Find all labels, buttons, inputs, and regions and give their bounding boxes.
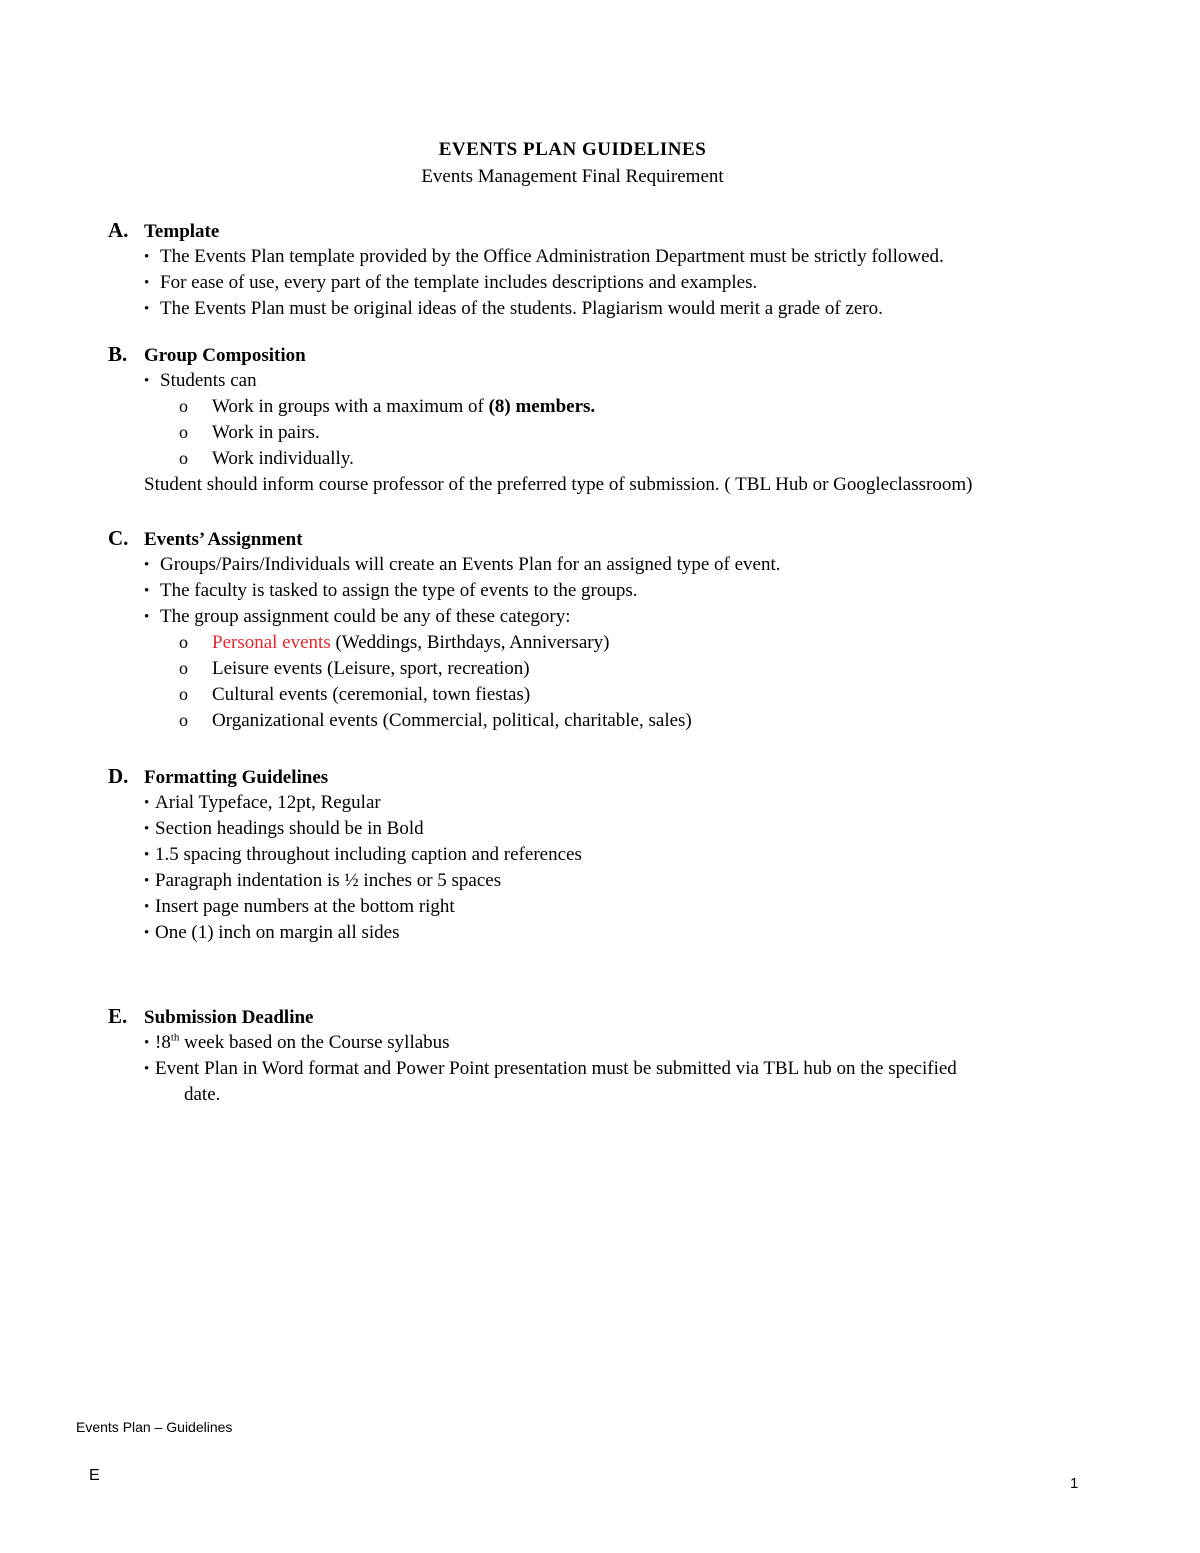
section-heading xyxy=(108,342,1140,368)
bullet-icon: • xyxy=(144,847,150,863)
list-item-continuation: date. xyxy=(184,1084,221,1105)
sub-bullet-icon: o xyxy=(179,684,188,704)
bullet-icon: • xyxy=(144,1061,150,1077)
sub-bullet-icon: o xyxy=(179,396,188,416)
sub-list-item: o Leisure events (Leisure, sport, recreation) xyxy=(108,656,1140,682)
section-events-assignment xyxy=(108,526,1140,734)
list-item: • Section headings should be in Bold xyxy=(108,816,1140,842)
section-title: Template xyxy=(144,221,220,242)
sub-bullet-icon: o xyxy=(179,658,188,678)
sub-bullet-icon: o xyxy=(179,448,188,468)
sub-list-item: o Work individually. xyxy=(108,446,1140,472)
list-item: • Event Plan in Word format and Power Point presentation must be submitted via TBL hub on the specified xyxy=(108,1056,1140,1082)
section-title: Group Composition xyxy=(144,345,306,366)
bullet-icon: • xyxy=(144,583,150,599)
sub-list-item: o Work in pairs. xyxy=(108,420,1140,446)
list-item: • !8th week based on the Course syllabus xyxy=(108,1030,1140,1056)
section-heading xyxy=(108,764,1140,790)
bullet-icon: • xyxy=(144,795,150,811)
section-letter: A. xyxy=(108,218,129,242)
list-item: • Arial Typeface, 12pt, Regular xyxy=(108,790,1140,816)
section-letter: E. xyxy=(108,1004,128,1028)
sub-list-item: o Organizational events (Commercial, political, charitable, sales) xyxy=(108,708,1140,734)
section-title: Events’ Assignment xyxy=(144,529,303,550)
list-item: • For ease of use, every part of the template includes descriptions and examples. xyxy=(108,270,1140,296)
document-subtitle: Events Management Final Requirement xyxy=(421,166,724,187)
bullet-icon: • xyxy=(144,821,150,837)
footer-text: Events Plan – Guidelines xyxy=(76,1419,233,1435)
section-letter: B. xyxy=(108,342,128,366)
bullet-icon: • xyxy=(144,925,150,941)
bullet-icon: • xyxy=(144,301,150,317)
list-item: • The Events Plan template provided by the Office Administration Department must be strictly followed. xyxy=(108,244,1140,270)
list-item: • The Events Plan must be original ideas of the students. Plagiarism would merit a grade of zero. xyxy=(108,296,1140,322)
section-group-composition xyxy=(108,342,1140,498)
list-item: • Paragraph indentation is ½ inches or 5 spaces xyxy=(108,868,1140,894)
bullet-icon: • xyxy=(144,899,150,915)
sub-bullet-icon: o xyxy=(179,710,188,730)
max-members: (8) members. xyxy=(488,396,596,417)
footer-mark: E xyxy=(89,1467,100,1484)
list-item: • The faculty is tasked to assign the type of events to the groups. xyxy=(108,578,1140,604)
section-template xyxy=(108,218,1140,322)
section-letter: C. xyxy=(108,526,129,550)
page-number: 1 xyxy=(1070,1475,1079,1492)
document-title: EVENTS PLAN GUIDELINES xyxy=(438,139,707,160)
bullet-icon: • xyxy=(144,373,150,389)
section-submission-deadline xyxy=(108,1004,1140,1108)
bullet-icon: • xyxy=(144,1035,150,1051)
section-letter: D. xyxy=(108,764,129,788)
submission-note: Student should inform course professor of the preferred type of submission. ( TBL Hub or Googleclassroom) xyxy=(144,474,973,495)
list-item: • The group assignment could be any of these category: xyxy=(108,604,1140,630)
list-item: • Students can xyxy=(108,368,1140,394)
section-title: Submission Deadline xyxy=(144,1007,314,1028)
bullet-icon: • xyxy=(144,609,150,625)
list-item: • Insert page numbers at the bottom right xyxy=(108,894,1140,920)
section-title: Formatting Guidelines xyxy=(144,767,329,788)
bullet-icon: • xyxy=(144,873,150,889)
sub-list-item: o Cultural events (ceremonial, town fiestas) xyxy=(108,682,1140,708)
highlighted-category: Personal events xyxy=(212,632,331,653)
section-formatting-guidelines xyxy=(108,764,1140,946)
sub-bullet-icon: o xyxy=(179,632,188,652)
bullet-icon: • xyxy=(144,249,150,265)
bullet-icon: • xyxy=(144,557,150,573)
bullet-icon: • xyxy=(144,275,150,291)
list-item: • One (1) inch on margin all sides xyxy=(108,920,1140,946)
section-heading xyxy=(108,1004,1140,1030)
sub-bullet-icon: o xyxy=(179,422,188,442)
sub-list-item: o Work in groups with a maximum of (8) members. xyxy=(108,394,1140,420)
sub-list-item: o Personal events (Weddings, Birthdays, Anniversary) xyxy=(108,630,1140,656)
list-item: • 1.5 spacing throughout including caption and references xyxy=(108,842,1140,868)
section-heading xyxy=(108,526,1140,552)
section-heading xyxy=(108,218,1140,244)
list-item: • Groups/Pairs/Individuals will create an Events Plan for an assigned type of event. xyxy=(108,552,1140,578)
